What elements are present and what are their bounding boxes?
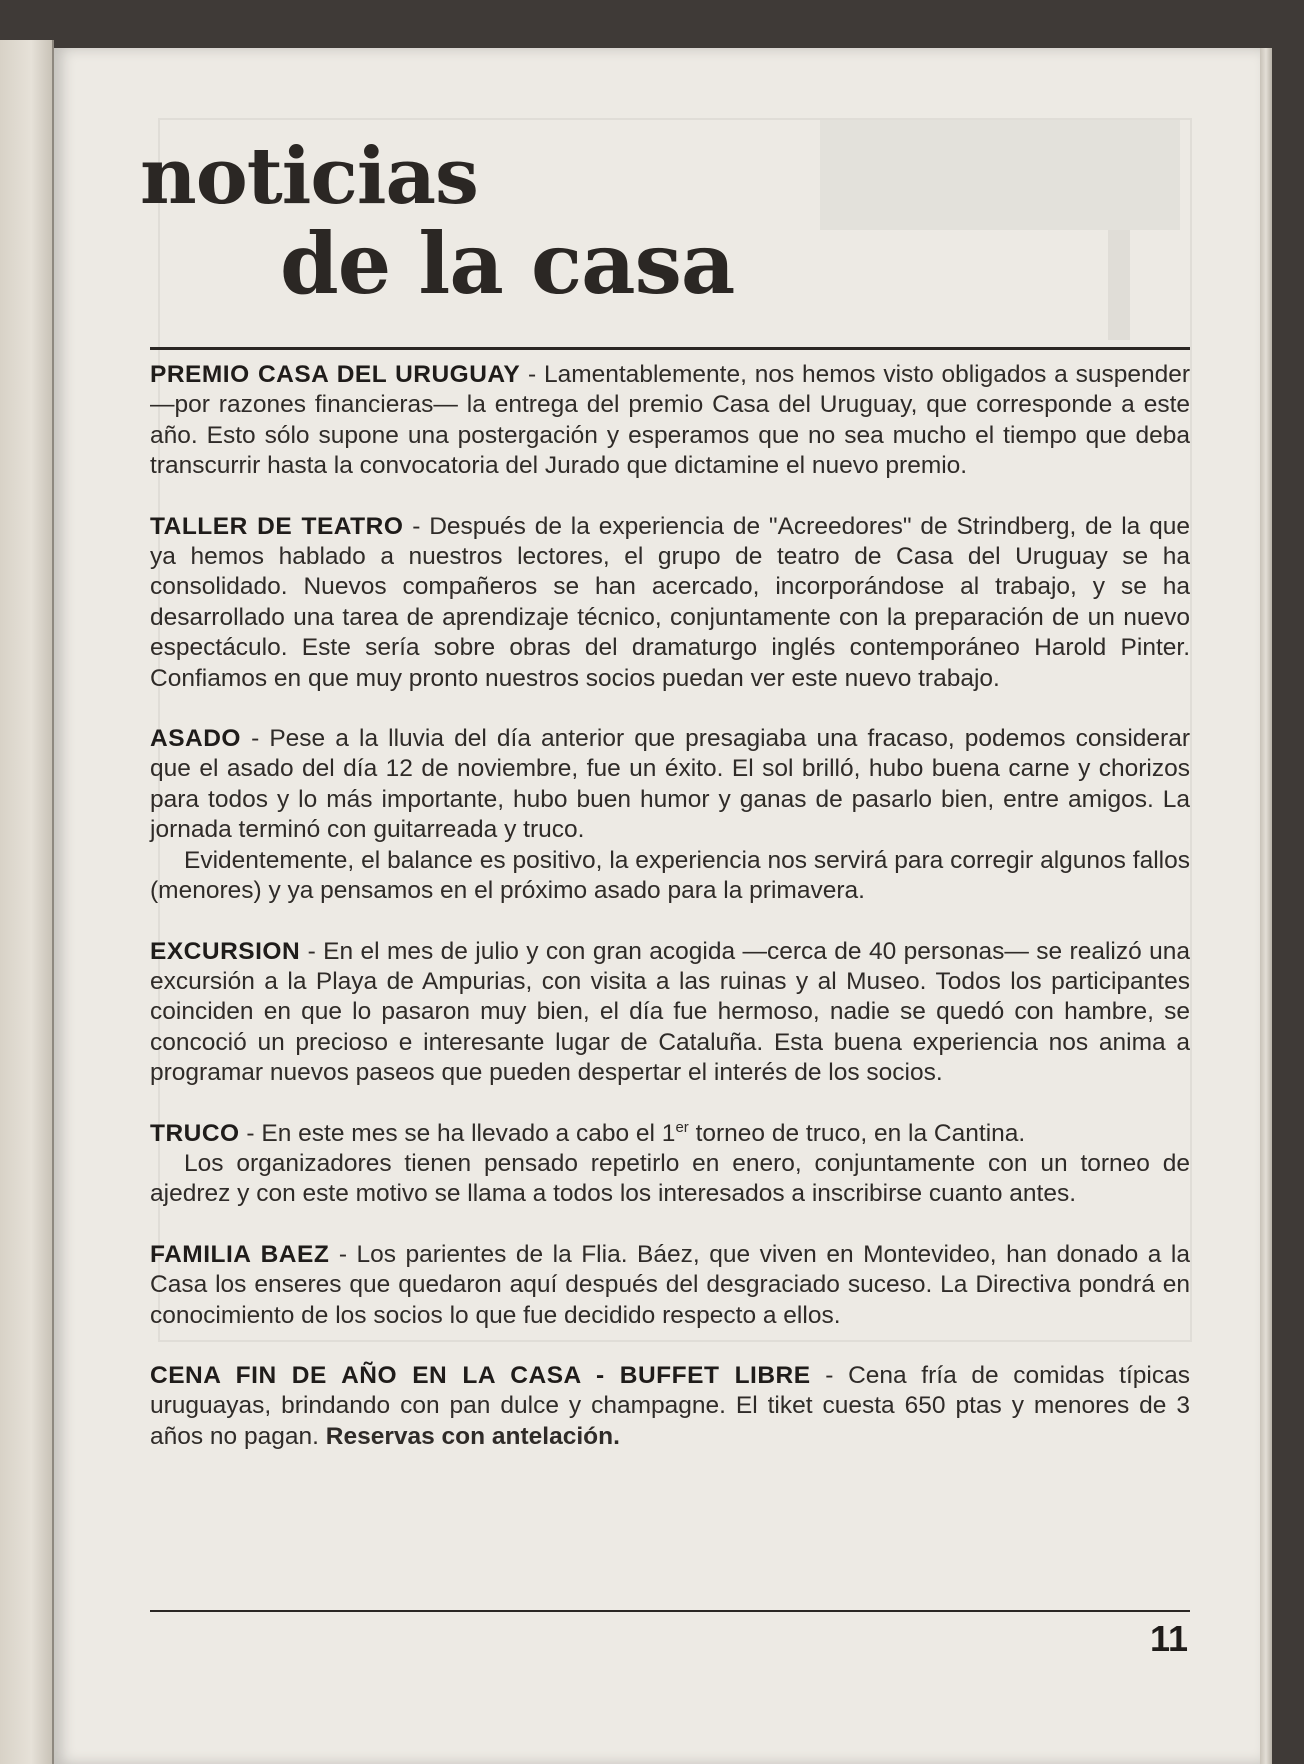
show-through-mark: [820, 120, 1180, 230]
news-body-continued: Los organizadores tienen pensado repetirlo en enero, conjuntamente con un torneo de ajedrez y con este motivo se llama a todos los interesados a inscribirse cuanto antes.: [150, 1149, 1190, 1208]
news-item: [150, 937, 1190, 1089]
news-item: [150, 360, 1190, 482]
news-body-continued: Evidentemente, el balance es positivo, la experiencia nos servirá para corregir algunos fallos (menores) y ya pensamos en el próximo asado para la primavera.: [150, 846, 1190, 905]
news-body: Lamentablemente, nos hemos visto obligados a suspender —por razones financieras— la entrega del premio Casa del Uruguay, que corresponde a este año. Esto sólo supone una postergación y esperamos que no sea mucho el tiempo que deba transcurrir hasta la convocatoria del Jurado que dictamine el nuevo premio.: [150, 361, 1190, 480]
news-item: [150, 1240, 1190, 1331]
news-heading: TALLER DE TEATRO: [150, 512, 404, 540]
news-heading: PREMIO CASA DEL URUGUAY: [150, 361, 521, 388]
news-item: [150, 1361, 1190, 1452]
news-body: En el mes de julio y con gran acogida —cerca de 40 personas— se realizó una excursión a la Playa de Ampurias, con visita a las ruinas y al Museo. Todos los participantes coinciden en que lo pasaron muy bien, el día fue hermoso, nadie se quedó con hambre, se concoció un precioso e interesante lugar de Cataluña. Esta buena experiencia nos anima a programar nuevos paseos que pueden despertar el interés de los socios.: [150, 937, 1190, 1087]
news-heading: CENA FIN DE AÑO EN LA CASA - BUFFET LIBRE: [150, 1361, 811, 1389]
page-edge: [1260, 48, 1272, 1764]
facing-page-edge: [0, 40, 54, 1764]
news-item: [150, 724, 1190, 906]
news-body: Después de la experiencia de "Acreedores" de Strindberg, de la que ya hemos hablado a nuestros lectores, el grupo de teatro de Casa del Uruguay se ha consolidado. Nuevos compañeros se han acercado, incorporándose al trabajo, y se ha desarrollado una tarea de aprendizaje técnico, conjuntamente con la preparación de un nuevo espectáculo. Este sería sobre obras del dramaturgo inglés contemporáneo Harold Pinter. Confiamos en que muy pronto nuestros socios puedan ver este nuevo trabajo.: [150, 512, 1190, 692]
top-rule: [150, 347, 1190, 350]
news-heading: EXCURSION: [150, 937, 301, 965]
news-body: Cena fría de comidas típicas uruguayas, brindando con pan dulce y champagne. El tiket cuesta 650 ptas y menores de 3 años no pagan.: [150, 1361, 1190, 1450]
news-heading: ASADO: [150, 725, 241, 753]
reservation-note: Reservas con antelación.: [325, 1422, 620, 1450]
title-line-2: de la casa: [280, 214, 735, 313]
heading-separator: -: [520, 361, 544, 388]
heading-separator: -: [329, 1240, 357, 1268]
title-line-1: noticias: [140, 131, 478, 222]
heading-separator: -: [810, 1361, 849, 1389]
news-heading: FAMILIA BAEZ: [150, 1240, 330, 1268]
news-body: En este mes se ha llevado a cabo el 1: [261, 1119, 676, 1147]
news-list: [150, 360, 1190, 1482]
show-through-mark: [1108, 230, 1130, 340]
ordinal-superscript: er: [675, 1118, 689, 1136]
news-body: Pese a la lluvia del día anterior que presagiaba una fracaso, podemos considerar que el asado del día 12 de noviembre, fue un éxito. El sol brilló, hubo buena carne y chorizos para todos y lo más importante, hubo buen humor y ganas de pasarlo bien, entre amigos. La jornada terminó con guitarreada y truco.: [150, 725, 1190, 844]
page-number: 11: [1150, 1618, 1189, 1659]
bottom-rule: [150, 1610, 1190, 1612]
heading-separator: -: [300, 937, 324, 965]
news-item: [150, 512, 1190, 694]
news-body: Los parientes de la Flia. Báez, que viven en Montevideo, han donado a la Casa los enseres que quedaron aquí después del desgraciado suceso. La Directiva pondrá en conocimiento de los socios lo que fue decidido respecto a ellos.: [150, 1240, 1190, 1329]
heading-separator: -: [239, 1119, 262, 1147]
news-body: torneo de truco, en la Cantina.: [688, 1119, 1026, 1147]
news-item: [150, 1119, 1190, 1210]
heading-separator: -: [240, 725, 270, 753]
news-heading: TRUCO: [150, 1119, 240, 1147]
heading-separator: -: [403, 512, 430, 540]
